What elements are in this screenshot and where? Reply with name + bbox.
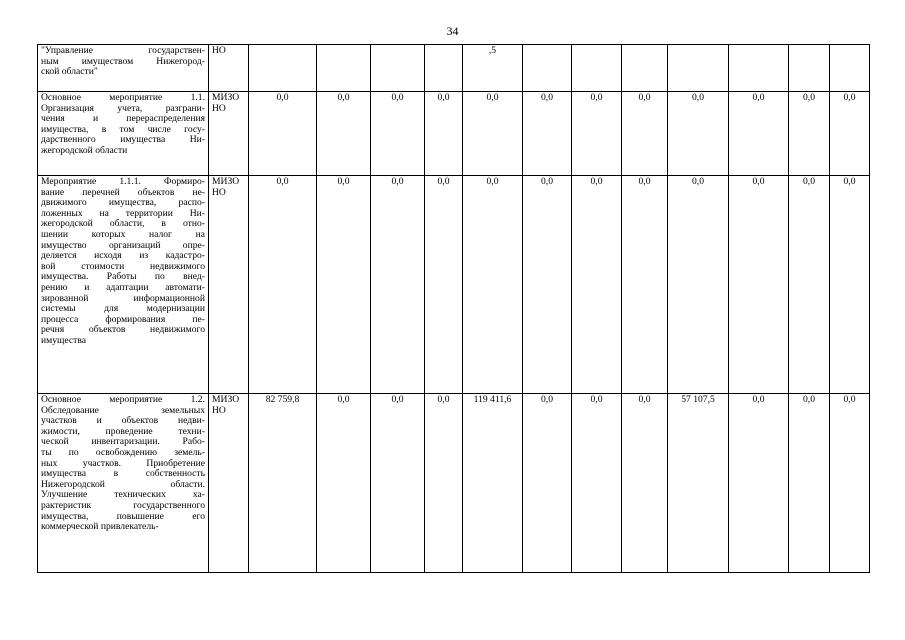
description-line: Обследование земельных [41, 404, 205, 416]
description-line: ты по освобождению земель- [41, 446, 205, 458]
value-cell: 0,0 [789, 176, 830, 394]
value-cell [523, 45, 572, 92]
description-line: имущества в собственность [41, 468, 205, 480]
value-cell [668, 45, 729, 92]
value-cell: ,5 [463, 45, 523, 92]
value-cell: 0,0 [729, 394, 789, 573]
value-cell [371, 45, 425, 92]
value-cell: 0,0 [249, 176, 317, 394]
executor-cell: НО [209, 45, 249, 92]
description-line: Основное мероприятие 1.2. [41, 394, 205, 405]
value-cell [830, 45, 870, 92]
value-cell: 0,0 [463, 176, 523, 394]
description-line: коммерческой привлекатель- [41, 521, 159, 533]
value-cell [425, 45, 463, 92]
activity-description [38, 394, 209, 573]
value-cell: 0,0 [572, 92, 622, 176]
description-line: ных участков. Приобретение [41, 457, 205, 469]
value-cell: 0,0 [668, 92, 729, 176]
value-cell: 0,0 [371, 394, 425, 573]
description-line: жимости, проведение техни- [41, 425, 205, 437]
value-cell: 0,0 [830, 394, 870, 573]
value-cell: 0,0 [789, 394, 830, 573]
value-cell: 0,0 [830, 92, 870, 176]
value-cell: 0,0 [622, 92, 668, 176]
value-cell [622, 45, 668, 92]
value-cell: 0,0 [425, 176, 463, 394]
value-cell: 0,0 [371, 92, 425, 176]
value-cell: 0,0 [789, 92, 830, 176]
value-cell: 0,0 [622, 394, 668, 573]
value-cell [249, 45, 317, 92]
description-line: Мероприятие 1.1.1. Формиро- [41, 176, 205, 187]
value-cell: 57 107,5 [668, 394, 729, 573]
value-cell [317, 45, 371, 92]
description-line: Улучшение технических ха- [41, 489, 205, 501]
description-line: движимого имущества, распо- [41, 197, 205, 209]
description-line: рактеристик государственного [41, 499, 205, 511]
value-cell: 82 759,8 [249, 394, 317, 573]
value-cell: 0,0 [572, 176, 622, 394]
table-row [38, 92, 870, 176]
description-line: речня объектов недвижимого [41, 324, 205, 336]
activity-description [38, 45, 209, 92]
description-line: жегородской области [41, 144, 128, 156]
description-line: ской области" [41, 66, 98, 78]
executor-cell: МИЗО НО [209, 176, 249, 394]
value-cell: 0,0 [572, 394, 622, 573]
value-cell: 0,0 [317, 176, 371, 394]
table-row [38, 45, 870, 92]
description-line: ческой инвентаризации. Рабо- [41, 436, 205, 448]
value-cell: 0,0 [523, 176, 572, 394]
executor-cell: МИЗО НО [209, 394, 249, 573]
value-cell: 0,0 [317, 394, 371, 573]
value-cell [789, 45, 830, 92]
page-number: 34 [446, 24, 459, 38]
value-cell: 0,0 [425, 92, 463, 176]
budget-table [37, 44, 870, 573]
table-row [38, 176, 870, 394]
description-line: шении которых налог на [41, 228, 205, 240]
value-cell: 0,0 [463, 92, 523, 176]
value-cell: 0,0 [523, 394, 572, 573]
value-cell: 0,0 [249, 92, 317, 176]
value-cell: 0,0 [622, 176, 668, 394]
description-line: имущество организаций опре- [41, 239, 205, 251]
value-cell: 0,0 [425, 394, 463, 573]
value-cell: 119 411,6 [463, 394, 523, 573]
value-cell: 0,0 [729, 176, 789, 394]
activity-description [38, 176, 209, 394]
description-line: ным имуществом Нижегород- [41, 55, 205, 67]
description-line: чения и перераспределения [41, 113, 205, 125]
description-line: системы для модернизации [41, 303, 205, 315]
table-row [38, 394, 870, 573]
description-line: рению и адаптации автомати- [41, 281, 205, 293]
value-cell: 0,0 [523, 92, 572, 176]
value-cell: 0,0 [317, 92, 371, 176]
description-line: зированной информационной [41, 292, 205, 304]
description-line: процесса формирования пе- [41, 313, 205, 325]
description-line: имущества. Работы по внед- [41, 271, 205, 283]
value-cell: 0,0 [371, 176, 425, 394]
value-cell [572, 45, 622, 92]
value-cell: 0,0 [668, 176, 729, 394]
description-line: имущества [41, 334, 86, 346]
description-line: Основное мероприятие 1.1. [41, 92, 205, 103]
value-cell: 0,0 [830, 176, 870, 394]
description-line: имущества, в том числе госу- [41, 123, 205, 135]
description-line: деляется исходя из кадастро- [41, 250, 205, 262]
description-line: имущества, повышение его [41, 510, 205, 522]
description-line: вой стоимости недвижимого [41, 260, 205, 272]
description-line: участков и объектов недви- [41, 415, 205, 427]
description-line: дарственного имущества Ни- [41, 134, 205, 146]
value-cell: 0,0 [729, 92, 789, 176]
description-line: жегородской области, в отно- [41, 218, 205, 230]
value-cell [729, 45, 789, 92]
description-line: ложенных на территории Ни- [41, 207, 205, 219]
executor-cell: МИЗО НО [209, 92, 249, 176]
description-line: вание перечней объектов не- [41, 186, 205, 198]
description-line: Нижегородской области. [41, 478, 205, 490]
description-line: "Управление государствен- [41, 45, 205, 56]
activity-description [38, 92, 209, 176]
description-line: Организация учета, разграни- [41, 102, 205, 114]
